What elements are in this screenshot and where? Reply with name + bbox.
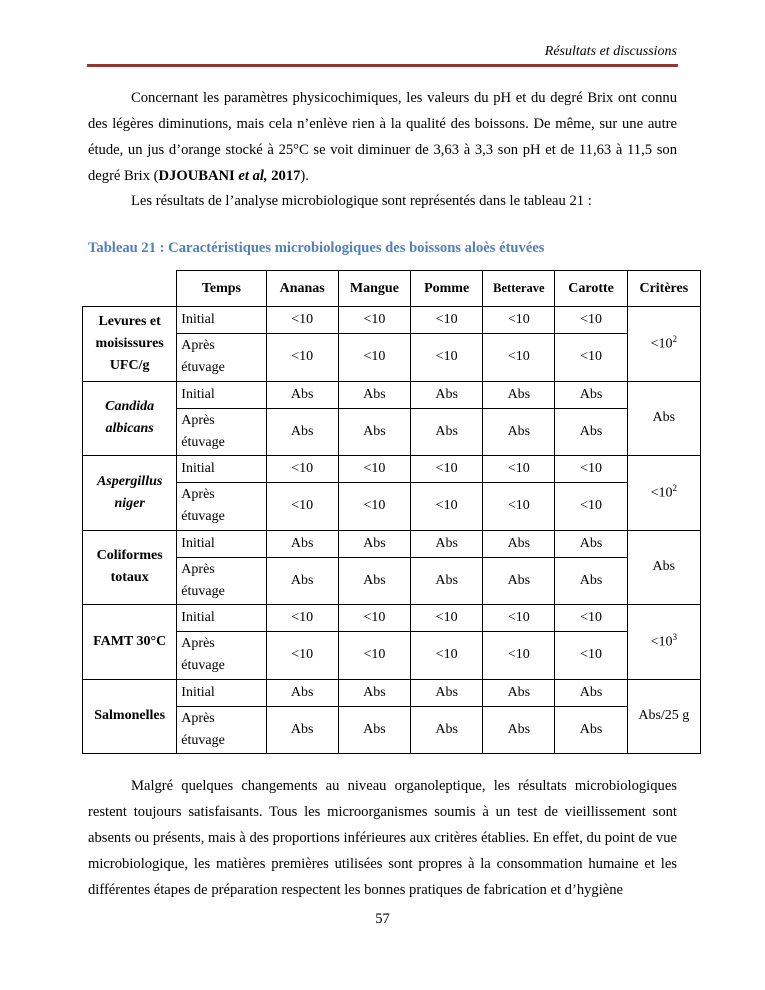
parameter-cell: Salmonelles xyxy=(83,679,177,754)
time-cell-after: Après étuvage xyxy=(177,334,266,382)
criteria-cell xyxy=(627,530,700,605)
value-cell: <10 xyxy=(483,334,555,382)
value-cell: Abs xyxy=(411,381,483,408)
criteria-cell xyxy=(627,456,700,531)
value-cell: <10 xyxy=(266,483,338,531)
running-header: Résultats et discussions xyxy=(544,44,677,59)
table-row xyxy=(83,381,701,408)
value-cell: Abs xyxy=(338,530,410,557)
value-cell: Abs xyxy=(483,408,555,456)
table-header-row xyxy=(83,271,701,307)
time-cell-after: Après étuvage xyxy=(177,483,266,531)
value-cell: <10 xyxy=(555,307,627,334)
criteria-cell xyxy=(627,605,700,680)
header-rule xyxy=(87,64,678,67)
time-cell-initial: Initial xyxy=(177,307,266,334)
value-cell: Abs xyxy=(266,381,338,408)
value-cell: <10 xyxy=(266,456,338,483)
value-cell: Abs xyxy=(266,706,338,754)
value-cell: <10 xyxy=(555,456,627,483)
time-cell-after: Après étuvage xyxy=(177,632,266,680)
criteria-cell xyxy=(627,307,700,382)
value-cell: Abs xyxy=(483,706,555,754)
value-cell: Abs xyxy=(411,557,483,605)
value-cell: <10 xyxy=(338,605,410,632)
table-caption: Tableau 21 : Caractéristiques microbiologiques des boissons aloès étuvées xyxy=(88,240,545,256)
parameter-cell: Levures et moisissures UFC/g xyxy=(83,307,177,382)
value-cell: Abs xyxy=(555,408,627,456)
value-cell: Abs xyxy=(555,557,627,605)
paragraph-text-end: ). xyxy=(300,168,309,184)
value-cell: Abs xyxy=(555,530,627,557)
value-cell: Abs xyxy=(266,679,338,706)
criteria-value: Abs xyxy=(652,410,676,426)
value-cell: <10 xyxy=(338,334,410,382)
value-cell: <10 xyxy=(338,632,410,680)
value-cell: Abs xyxy=(483,381,555,408)
paragraph-physicochemical xyxy=(88,85,677,189)
time-cell-initial: Initial xyxy=(177,679,266,706)
value-cell: <10 xyxy=(411,307,483,334)
column-header: Pomme xyxy=(411,271,483,307)
paragraph-intro-table: Les résultats de l’analyse microbiologique sont représentés dans le tableau 21 : xyxy=(131,193,592,209)
value-cell: <10 xyxy=(411,605,483,632)
value-cell: <10 xyxy=(266,605,338,632)
parameter-cell: FAMT 30°C xyxy=(83,605,177,680)
value-cell: Abs xyxy=(266,557,338,605)
column-header: Mangue xyxy=(338,271,410,307)
column-header: Betterave xyxy=(483,271,555,307)
value-cell: <10 xyxy=(483,632,555,680)
criteria-cell xyxy=(627,679,700,754)
table-row xyxy=(83,530,701,557)
value-cell: <10 xyxy=(411,456,483,483)
time-cell-initial: Initial xyxy=(177,381,266,408)
criteria-cell xyxy=(627,381,700,456)
paragraph-text: Concernant les paramètres physicochimiques, les valeurs du pH et du degré Brix ont connu des légères diminutions, mais cela n’enlève rien à la qualité des boissons. De même, sur une autre étude, un jus d’orange stocké à 25°C se voit diminuer de 3,63 à 3,3 son pH et de 11,63 à 11,5 son degré Brix ( xyxy=(88,90,677,184)
time-cell-initial: Initial xyxy=(177,605,266,632)
value-cell: Abs xyxy=(411,706,483,754)
time-cell-after: Après étuvage xyxy=(177,706,266,754)
value-cell: <10 xyxy=(338,456,410,483)
header-empty-cell xyxy=(83,271,177,307)
value-cell: <10 xyxy=(411,334,483,382)
value-cell: <10 xyxy=(338,307,410,334)
value-cell: <10 xyxy=(483,605,555,632)
column-header: Ananas xyxy=(266,271,338,307)
time-cell-initial: Initial xyxy=(177,530,266,557)
value-cell: Abs xyxy=(411,408,483,456)
value-cell: Abs xyxy=(411,530,483,557)
criteria-value: <10 xyxy=(650,635,673,651)
value-cell: Abs xyxy=(338,557,410,605)
time-cell-initial: Initial xyxy=(177,456,266,483)
table-row xyxy=(83,679,701,706)
criteria-exponent: 2 xyxy=(672,334,678,345)
value-cell: Abs xyxy=(483,557,555,605)
paragraph-conclusion: Malgré quelques changements au niveau organoleptique, les résultats microbiologiques restent toujours satisfaisants. Tous les microorganismes soumis à un test de vieillissement sont absents ou présents, mais à des proportions inférieures aux critères établies. En effet, du point de vue microbiologique, les matières premières utilisées sont propres à la consommation humaine et les différentes étapes de préparation respectent les bonnes pratiques de fabrication et d’hygiène xyxy=(88,778,677,898)
citation-author: DJOUBANI xyxy=(158,168,235,184)
parameter-cell: Candida albicans xyxy=(83,381,177,456)
criteria-exponent: 3 xyxy=(672,632,678,643)
criteria-exponent: 2 xyxy=(672,483,678,494)
column-header: Temps xyxy=(177,271,266,307)
column-header: Carotte xyxy=(555,271,627,307)
value-cell: Abs xyxy=(555,679,627,706)
value-cell: Abs xyxy=(266,408,338,456)
value-cell: Abs xyxy=(411,679,483,706)
value-cell: <10 xyxy=(266,334,338,382)
value-cell: Abs xyxy=(483,679,555,706)
criteria-value: <10 xyxy=(650,337,673,353)
value-cell: <10 xyxy=(338,483,410,531)
table-row xyxy=(83,605,701,632)
time-cell-after: Après étuvage xyxy=(177,408,266,456)
table-row xyxy=(83,456,701,483)
citation-year: 2017 xyxy=(271,168,301,184)
value-cell: <10 xyxy=(483,456,555,483)
criteria-value: <10 xyxy=(650,486,673,502)
value-cell: Abs xyxy=(338,408,410,456)
value-cell: <10 xyxy=(266,632,338,680)
value-cell: Abs xyxy=(555,706,627,754)
criteria-value: Abs xyxy=(652,559,676,575)
value-cell: <10 xyxy=(483,483,555,531)
parameter-cell: Aspergillus niger xyxy=(83,456,177,531)
value-cell: <10 xyxy=(555,605,627,632)
value-cell: Abs xyxy=(266,530,338,557)
column-header: Critères xyxy=(627,271,700,307)
time-cell-after: Après étuvage xyxy=(177,557,266,605)
value-cell: Abs xyxy=(483,530,555,557)
criteria-value: Abs/25 g xyxy=(638,708,690,724)
value-cell: Abs xyxy=(338,706,410,754)
table-body xyxy=(83,307,701,754)
page-number: 57 xyxy=(375,911,390,927)
value-cell: <10 xyxy=(411,632,483,680)
value-cell: <10 xyxy=(555,632,627,680)
table-row xyxy=(83,307,701,334)
citation-etal: et al, xyxy=(238,168,268,184)
value-cell: <10 xyxy=(266,307,338,334)
value-cell: <10 xyxy=(411,483,483,531)
parameter-cell: Coliformes totaux xyxy=(83,530,177,605)
value-cell: <10 xyxy=(483,307,555,334)
value-cell: Abs xyxy=(555,381,627,408)
value-cell: <10 xyxy=(555,483,627,531)
value-cell: Abs xyxy=(338,381,410,408)
value-cell: Abs xyxy=(338,679,410,706)
microbiology-table xyxy=(82,270,701,754)
value-cell: <10 xyxy=(555,334,627,382)
